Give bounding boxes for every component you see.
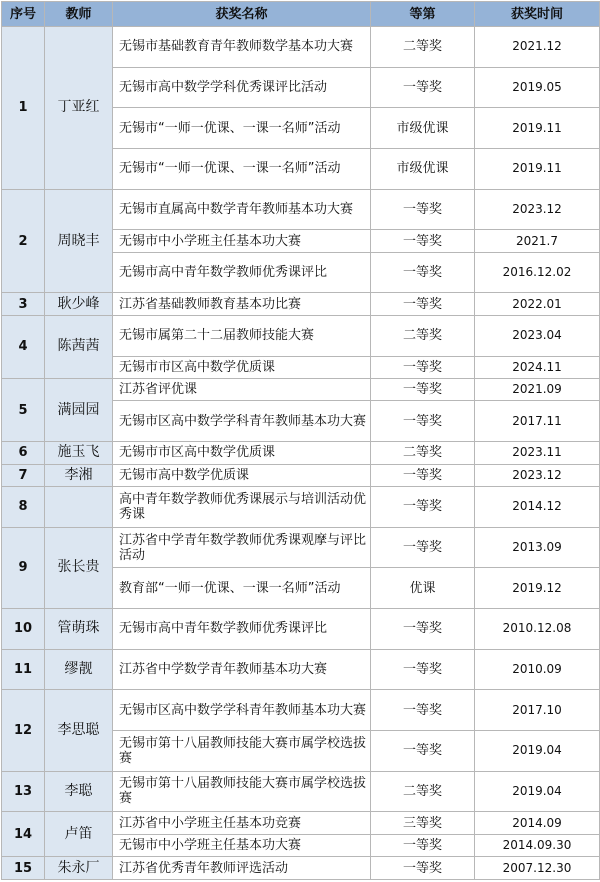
award-name-cell: 无锡市“一师一优课、一课一名师”活动 bbox=[113, 148, 371, 189]
header-row bbox=[2, 2, 600, 27]
rank-cell: 一等奖 bbox=[371, 379, 475, 401]
teacher-cell: 张长贵 bbox=[45, 527, 113, 608]
rank-cell: 一等奖 bbox=[371, 401, 475, 442]
table-row bbox=[2, 442, 600, 464]
award-name-cell: 无锡市中小学班主任基本功大赛 bbox=[113, 834, 371, 856]
award-date-cell: 2021.12 bbox=[475, 27, 600, 68]
teacher-cell: 耿少峰 bbox=[45, 293, 113, 315]
award-date-cell: 2013.09 bbox=[475, 527, 600, 568]
header-teacher: 教师 bbox=[45, 2, 113, 27]
header-index: 序号 bbox=[2, 2, 45, 27]
award-name-cell: 教育部“一师一优课、一课一名师”活动 bbox=[113, 568, 371, 609]
teacher-cell bbox=[45, 487, 113, 528]
award-date-cell: 2019.04 bbox=[475, 771, 600, 812]
rank-cell: 一等奖 bbox=[371, 857, 475, 880]
rank-cell: 一等奖 bbox=[371, 731, 475, 772]
table-row bbox=[2, 857, 600, 880]
award-name-cell: 无锡市区高中数学学科青年教师基本功大赛 bbox=[113, 690, 371, 731]
award-name-cell: 无锡市“一师一优课、一课一名师”活动 bbox=[113, 108, 371, 149]
rank-cell: 二等奖 bbox=[371, 315, 475, 356]
table-row bbox=[2, 771, 600, 812]
award-name-cell: 无锡市市区高中数学优质课 bbox=[113, 356, 371, 378]
teacher-cell: 李湘 bbox=[45, 464, 113, 486]
rank-cell: 一等奖 bbox=[371, 230, 475, 252]
header-award-date: 获奖时间 bbox=[475, 2, 600, 27]
rank-cell: 一等奖 bbox=[371, 252, 475, 293]
index-cell: 12 bbox=[2, 690, 45, 771]
award-name-cell: 江苏省中学数学青年教师基本功大赛 bbox=[113, 649, 371, 690]
table-row bbox=[2, 27, 600, 68]
award-date-cell: 2023.12 bbox=[475, 189, 600, 230]
rank-cell: 一等奖 bbox=[371, 464, 475, 486]
index-cell: 10 bbox=[2, 609, 45, 650]
index-cell: 5 bbox=[2, 379, 45, 442]
award-name-cell: 无锡市基础教育青年教师数学基本功大赛 bbox=[113, 27, 371, 68]
table-row bbox=[2, 487, 600, 528]
award-date-cell: 2016.12.02 bbox=[475, 252, 600, 293]
table-row bbox=[2, 812, 600, 834]
awards-table bbox=[1, 1, 600, 880]
award-name-cell: 无锡市高中数学学科优秀课评比活动 bbox=[113, 67, 371, 108]
index-cell: 6 bbox=[2, 442, 45, 464]
award-name-cell: 江苏省中小学班主任基本功竞赛 bbox=[113, 812, 371, 834]
award-date-cell: 2010.09 bbox=[475, 649, 600, 690]
rank-cell: 一等奖 bbox=[371, 527, 475, 568]
award-date-cell: 2023.12 bbox=[475, 464, 600, 486]
table-row bbox=[2, 293, 600, 315]
award-name-cell: 无锡市第十八届教师技能大赛市属学校选拔赛 bbox=[113, 771, 371, 812]
header-award-name: 获奖名称 bbox=[113, 2, 371, 27]
rank-cell: 一等奖 bbox=[371, 834, 475, 856]
rank-cell: 市级优课 bbox=[371, 108, 475, 149]
teacher-cell: 丁亚红 bbox=[45, 27, 113, 190]
index-cell: 11 bbox=[2, 649, 45, 690]
award-name-cell: 高中青年数学教师优秀课展示与培训活动优秀课 bbox=[113, 487, 371, 528]
award-date-cell: 2021.7 bbox=[475, 230, 600, 252]
rank-cell: 一等奖 bbox=[371, 487, 475, 528]
rank-cell: 一等奖 bbox=[371, 189, 475, 230]
table-row bbox=[2, 189, 600, 230]
index-cell: 3 bbox=[2, 293, 45, 315]
award-date-cell: 2019.05 bbox=[475, 67, 600, 108]
award-date-cell: 2007.12.30 bbox=[475, 857, 600, 880]
index-cell: 4 bbox=[2, 315, 45, 378]
teacher-cell: 李聪 bbox=[45, 771, 113, 812]
award-date-cell: 2023.04 bbox=[475, 315, 600, 356]
award-name-cell: 无锡市高中数学优质课 bbox=[113, 464, 371, 486]
rank-cell: 三等奖 bbox=[371, 812, 475, 834]
award-name-cell: 江苏省中学青年数学教师优秀课观摩与评比活动 bbox=[113, 527, 371, 568]
teacher-cell: 李思聪 bbox=[45, 690, 113, 771]
header-rank: 等第 bbox=[371, 2, 475, 27]
award-date-cell: 2019.11 bbox=[475, 148, 600, 189]
award-name-cell: 江苏省评优课 bbox=[113, 379, 371, 401]
teacher-cell: 卢笛 bbox=[45, 812, 113, 857]
rank-cell: 二等奖 bbox=[371, 442, 475, 464]
rank-cell: 一等奖 bbox=[371, 690, 475, 731]
table-row bbox=[2, 690, 600, 731]
teacher-cell: 满园园 bbox=[45, 379, 113, 442]
award-date-cell: 2014.09 bbox=[475, 812, 600, 834]
index-cell: 13 bbox=[2, 771, 45, 812]
rank-cell: 一等奖 bbox=[371, 293, 475, 315]
award-date-cell: 2019.04 bbox=[475, 731, 600, 772]
rank-cell: 一等奖 bbox=[371, 609, 475, 650]
award-date-cell: 2022.01 bbox=[475, 293, 600, 315]
award-date-cell: 2023.11 bbox=[475, 442, 600, 464]
award-name-cell: 无锡市属第二十二届教师技能大赛 bbox=[113, 315, 371, 356]
award-name-cell: 江苏省基础教师教育基本功比赛 bbox=[113, 293, 371, 315]
index-cell: 8 bbox=[2, 487, 45, 528]
teacher-cell: 管萌珠 bbox=[45, 609, 113, 650]
award-date-cell: 2014.09.30 bbox=[475, 834, 600, 856]
award-name-cell: 无锡市区高中数学学科青年教师基本功大赛 bbox=[113, 401, 371, 442]
teacher-cell: 缪靓 bbox=[45, 649, 113, 690]
award-name-cell: 无锡市第十八届教师技能大赛市属学校选拔赛 bbox=[113, 731, 371, 772]
rank-cell: 市级优课 bbox=[371, 148, 475, 189]
award-name-cell: 无锡市市区高中数学优质课 bbox=[113, 442, 371, 464]
award-name-cell: 无锡市高中青年数学教师优秀课评比 bbox=[113, 609, 371, 650]
table-row bbox=[2, 464, 600, 486]
index-cell: 7 bbox=[2, 464, 45, 486]
teacher-cell: 周晓丰 bbox=[45, 189, 113, 293]
award-name-cell: 无锡市高中青年数学教师优秀课评比 bbox=[113, 252, 371, 293]
award-date-cell: 2014.12 bbox=[475, 487, 600, 528]
teacher-cell: 朱永厂 bbox=[45, 857, 113, 880]
index-cell: 1 bbox=[2, 27, 45, 190]
table-row bbox=[2, 379, 600, 401]
award-date-cell: 2019.11 bbox=[475, 108, 600, 149]
table-row bbox=[2, 527, 600, 568]
award-date-cell: 2021.09 bbox=[475, 379, 600, 401]
table-row bbox=[2, 649, 600, 690]
rank-cell: 一等奖 bbox=[371, 649, 475, 690]
award-date-cell: 2019.12 bbox=[475, 568, 600, 609]
index-cell: 15 bbox=[2, 857, 45, 880]
award-name-cell: 无锡市中小学班主任基本功大赛 bbox=[113, 230, 371, 252]
award-date-cell: 2010.12.08 bbox=[475, 609, 600, 650]
award-rows bbox=[2, 27, 600, 880]
rank-cell: 一等奖 bbox=[371, 356, 475, 378]
index-cell: 2 bbox=[2, 189, 45, 293]
award-date-cell: 2017.11 bbox=[475, 401, 600, 442]
teacher-cell: 施玉飞 bbox=[45, 442, 113, 464]
rank-cell: 一等奖 bbox=[371, 67, 475, 108]
index-cell: 14 bbox=[2, 812, 45, 857]
award-name-cell: 无锡市直属高中数学青年教师基本功大赛 bbox=[113, 189, 371, 230]
award-date-cell: 2017.10 bbox=[475, 690, 600, 731]
award-date-cell: 2024.11 bbox=[475, 356, 600, 378]
teacher-cell: 陈茜茜 bbox=[45, 315, 113, 378]
index-cell: 9 bbox=[2, 527, 45, 608]
award-name-cell: 江苏省优秀青年教师评选活动 bbox=[113, 857, 371, 880]
table-row bbox=[2, 609, 600, 650]
rank-cell: 二等奖 bbox=[371, 27, 475, 68]
table-row bbox=[2, 315, 600, 356]
rank-cell: 二等奖 bbox=[371, 771, 475, 812]
rank-cell: 优课 bbox=[371, 568, 475, 609]
